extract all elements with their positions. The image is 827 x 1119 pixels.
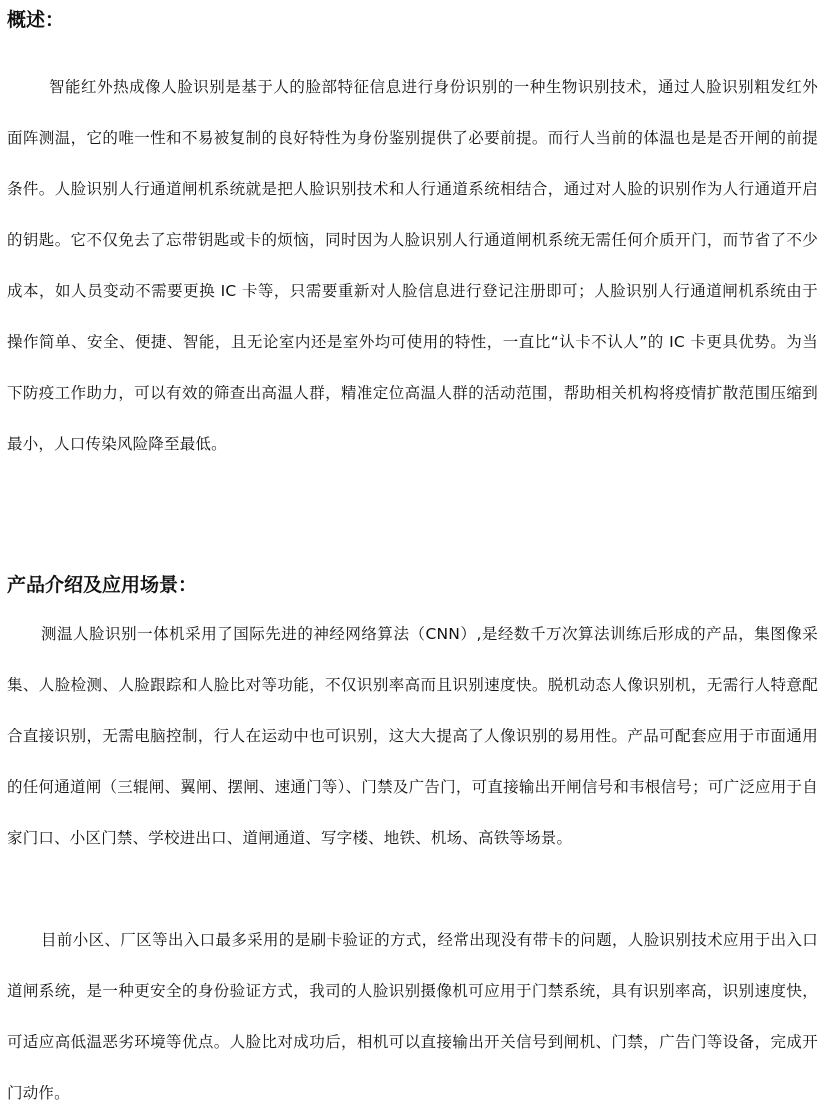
overview-paragraph: 智能红外热成像人脸识别是基于人的脸部特征信息进行身份识别的一种生物识别技术，通过人脸识别粗发红外面阵测温，它的唯一性和不易被复制的良好特性为身份鉴别提供了必要前提。而行人当前的体温也是是否开闸的前提条件。人脸识别人行通道闸机系统就是把人脸识别技术和人行通道系统相结合，通过对人脸的识别作为人行通道开启的钥匙。它不仅免去了忘带钥匙或卡的烦恼，同时因为人脸识别人行通道闸机系统无需任何介质开门，而节省了不少成本，如人员变动不需要更换 IC 卡等，只需要重新对人脸信息进行登记注册即可；人脸识别人行通道闸机系统由于操作简单、安全、便捷、智能，且无论室内还是室外均可使用的特性，一直比“认卡不认人”的 IC 卡更具优势。为当下防疫工作助力，可以有效的筛查出高温人群，精准定位高温人群的活动范围，帮助相关机构将疫情扩散范围压缩到最小，人口传染风险降至最低。 — [7, 78, 818, 453]
section-heading-product-intro: 产品介绍及应用场景： — [7, 574, 198, 596]
section-heading-overview: 概述： — [7, 9, 65, 31]
product-intro-paragraph: 测温人脸识别一体机采用了国际先进的神经网络算法（CNN）,是经数千万次算法训练后形成的产品，集图像采集、人脸检测、人脸跟踪和人脸比对等功能，不仅识别率高而且识别速度快。脱机动态人像识别机，无需行人特意配合直接识别，无需电脑控制，行人在运动中也可识别，这大大提高了人像识别的易用性。产品可配套应用于市面通用的任何通道闸（三辊闸、翼闸、摆闸、速通门等）、门禁及广告门，可直接输出开闸信号和韦根信号；可广泛应用于自家门口、小区门禁、学校进出口、道闸通道、写字楼、地铁、机场、高铁等场景。 — [7, 625, 818, 847]
access-control-paragraph: 目前小区、厂区等出入口最多采用的是刷卡验证的方式，经常出现没有带卡的问题，人脸识别技术应用于出入口道闸系统，是一种更安全的身份验证方式，我司的人脸识别摄像机可应用于门禁系统，具有识别率高，识别速度快，可适应高低温恶劣环境等优点。人脸比对成功后，相机可以直接输出开关信号到闸机、门禁，广告门等设备，完成开门动作。 — [7, 931, 818, 1102]
